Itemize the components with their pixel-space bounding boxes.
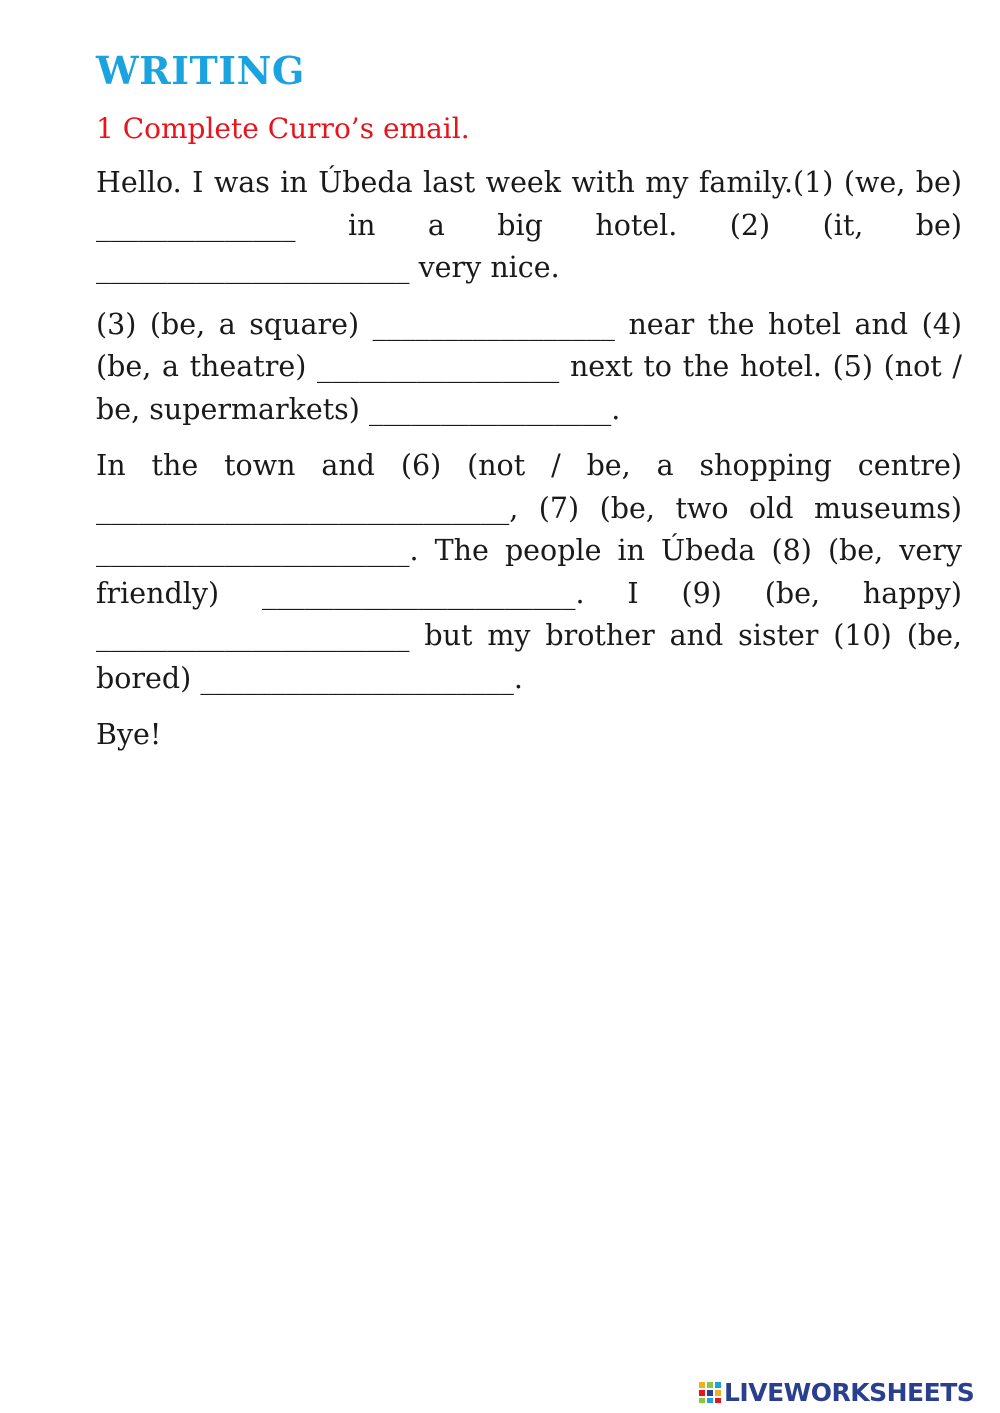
answer-blank-6[interactable]: _____________________________	[96, 491, 510, 525]
paragraph-text: next to the hotel. (5) (not / be, supermarkets)	[96, 350, 963, 426]
answer-blank-4[interactable]: _________________	[317, 350, 560, 383]
paragraph-text: . I (9) (be, happy)	[575, 576, 962, 610]
paragraph-text: (3) (be, a square)	[96, 307, 360, 341]
answer-blank-10[interactable]: ______________________	[200, 661, 514, 695]
liveworksheets-logo-icon	[698, 1380, 722, 1404]
brand-name: LIVEWORKSHEETS	[724, 1377, 975, 1407]
paragraph-text: near the hotel and (4) (be, a theatre)	[96, 307, 963, 383]
answer-blank-3[interactable]: _________________	[372, 307, 615, 341]
section-title: WRITING	[96, 48, 305, 93]
paragraph-text: .	[611, 392, 621, 426]
email-paragraph-3	[96, 445, 962, 700]
exercise-instruction: 1 Complete Curro’s email.	[96, 112, 470, 145]
liveworksheets-brand[interactable]	[698, 1374, 974, 1410]
answer-blank-2[interactable]: ______________________	[96, 251, 410, 284]
paragraph-text: in a big hotel. (2) (it, be)	[347, 208, 963, 242]
email-paragraph-2	[96, 304, 962, 432]
answer-blank-8[interactable]: ______________________	[261, 576, 576, 610]
paragraph-text: Hello. I was in Úbeda last week with my family.(1) (we, be)	[96, 166, 962, 199]
paragraph-text: In the town and (6) (not / be, a shopping centre)	[96, 449, 962, 482]
email-paragraph-1	[96, 162, 962, 290]
answer-blank-5[interactable]: _________________	[368, 392, 612, 426]
paragraph-text: but my brother and sister (10) (be, bored)	[96, 619, 962, 695]
worksheet-page	[96, 48, 962, 757]
email-sign-off: Bye!	[96, 718, 162, 751]
answer-blank-1[interactable]: ______________	[96, 208, 296, 242]
paragraph-text: , (7) (be, two old museums)	[509, 491, 962, 525]
answer-blank-9[interactable]: ______________________	[96, 619, 410, 652]
paragraph-text: .	[513, 661, 523, 695]
answer-blank-7[interactable]: ______________________	[96, 534, 410, 567]
paragraph-text: very nice.	[418, 251, 560, 284]
paragraph-text: . The people in Úbeda (8) (be, very friendly)	[96, 534, 962, 610]
